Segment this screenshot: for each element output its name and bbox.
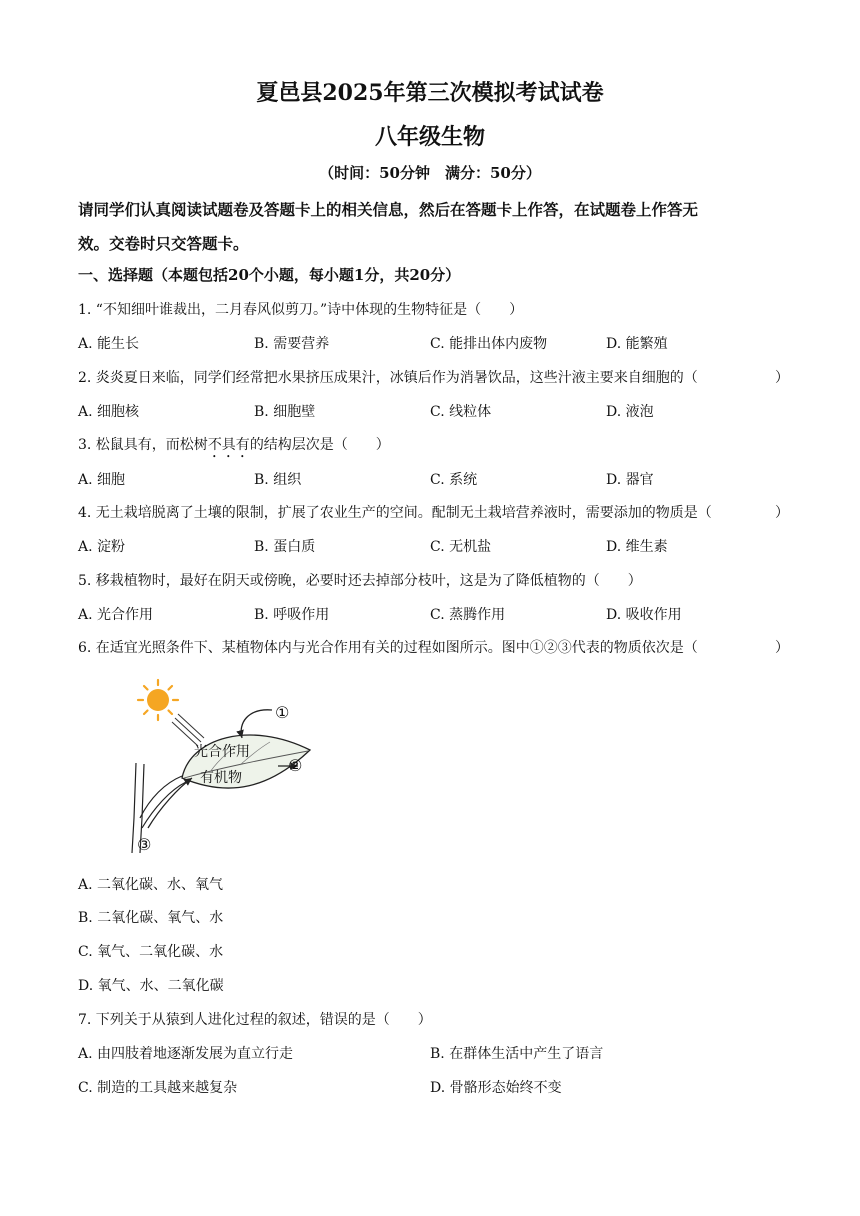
question-2-stem: 2. 炎炎夏日来临，同学们经常把水果挤压成果汁，冰镇后作为消暑饮品，这些汁液主要来自细胞的（ — [78, 370, 698, 386]
question-2-option-a: A. 细胞核 — [78, 404, 140, 420]
marker-1: ① — [275, 703, 290, 722]
question-3-stem-pre: 3. 松鼠具有，而松树 — [78, 437, 208, 453]
question-6-option-d: D. 氧气、水、二氧化碳 — [78, 978, 224, 994]
question-6-paren-close: ） — [775, 640, 789, 656]
exam-title: 夏邑县2025年第三次模拟考试试卷 — [256, 80, 604, 106]
question-2-option-c: C. 线粒体 — [430, 404, 492, 420]
question-4-paren-close: ） — [775, 505, 789, 521]
question-5-option-c: C. 蒸腾作用 — [430, 607, 506, 623]
question-7-option-a: A. 由四肢着地逐渐发展为直立行走 — [78, 1046, 294, 1062]
light-rays — [172, 714, 204, 746]
question-5-option-b: B. 呼吸作用 — [254, 607, 330, 623]
question-3-option-d: D. 器官 — [606, 472, 654, 488]
question-7-stem: 7. 下列关于从猿到人进化过程的叙述，错误的是（ ） — [78, 1012, 432, 1028]
arrow-in-1 — [241, 710, 272, 738]
question-4-option-b: B. 蛋白质 — [254, 539, 316, 555]
question-1-option-c: C. 能排出体内废物 — [430, 336, 548, 352]
question-7-option-b: B. 在群体生活中产生了语言 — [430, 1046, 604, 1062]
marker-3: ③ — [137, 835, 152, 854]
question-6-option-c: C. 氧气、二氧化碳、水 — [78, 944, 224, 960]
arrow-in-3 — [148, 778, 192, 828]
question-7-option-c: C. 制造的工具越来越复杂 — [78, 1080, 238, 1096]
question-6-option-b: B. 二氧化碳、氧气、水 — [78, 910, 224, 926]
question-1-option-a: A. 能生长 — [78, 336, 140, 352]
question-6-stem: 6. 在适宜光照条件下、某植物体内与光合作用有关的过程如图所示。图中①②③代表的物质依次是（ — [78, 640, 698, 656]
question-3-stem-post: 的结构层次是（ ） — [249, 437, 390, 453]
photosynthesis-diagram — [120, 668, 330, 858]
question-3-option-c: C. 系统 — [430, 472, 478, 488]
question-3-option-a: A. 细胞 — [78, 472, 126, 488]
question-3-emphasis: 不具有 — [207, 437, 250, 453]
question-3-stem — [78, 434, 390, 461]
exam-time-score: （时间：50分钟 满分：50分） — [319, 164, 541, 182]
leaf-label-photosynthesis: 光合作用 — [194, 744, 250, 760]
leaf-label-organic-matter: 有机物 — [200, 770, 242, 786]
question-4-option-d: D. 维生素 — [606, 539, 668, 555]
instructions-line-2: 效。交卷时只交答题卡。 — [78, 234, 249, 253]
question-4-stem: 4. 无土栽培脱离了土壤的限制，扩展了农业生产的空间。配制无土栽培营养液时，需要添加的物质是（ — [78, 505, 712, 521]
question-2-paren-close: ） — [775, 370, 789, 386]
question-5-option-d: D. 吸收作用 — [606, 607, 682, 623]
question-5-stem: 5. 移栽植物时，最好在阴天或傍晚，必要时还去掉部分枝叶，这是为了降低植物的（ ） — [78, 573, 642, 589]
marker-2: ② — [288, 756, 303, 775]
question-1-stem: 1. “不知细叶谁裁出，二月春风似剪刀。”诗中体现的生物特征是（ ） — [78, 302, 524, 318]
sun-icon — [138, 680, 178, 720]
question-4-option-c: C. 无机盐 — [430, 539, 492, 555]
question-2-option-b: B. 细胞壁 — [254, 404, 316, 420]
question-1-option-b: B. 需要营养 — [254, 336, 330, 352]
question-4-option-a: A. 淀粉 — [78, 539, 126, 555]
question-5-option-a: A. 光合作用 — [78, 607, 154, 623]
question-1-option-d: D. 能繁殖 — [606, 336, 668, 352]
question-7-option-d: D. 骨骼形态始终不变 — [430, 1080, 562, 1096]
question-3-option-b: B. 组织 — [254, 472, 302, 488]
question-6-option-a: A. 二氧化碳、水、氧气 — [78, 877, 224, 893]
section-heading: 一、选择题（本题包括20个小题，每小题1分，共20分） — [78, 266, 461, 284]
instructions-line-1: 请同学们认真阅读试题卷及答题卡上的相关信息，然后在答题卡上作答，在试题卷上作答无 — [78, 200, 699, 219]
exam-subject: 八年级生物 — [374, 124, 485, 150]
question-2-option-d: D. 液泡 — [606, 404, 654, 420]
